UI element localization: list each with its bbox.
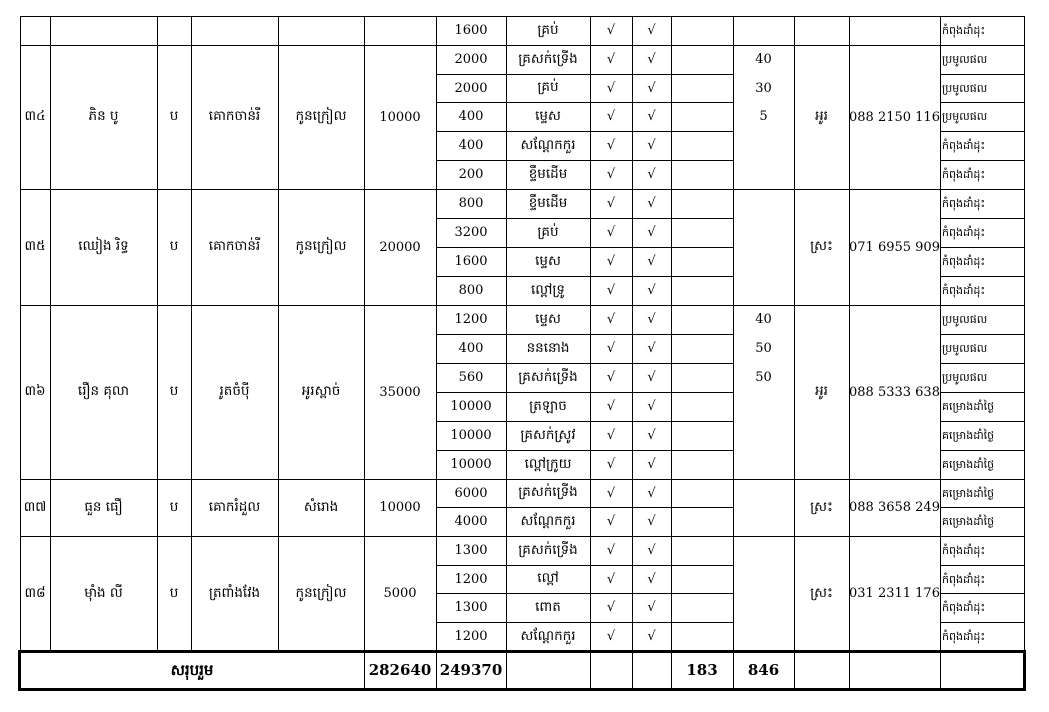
value-cell: [671, 276, 733, 305]
quantity-cell: 1200: [454, 571, 488, 587]
check-cell: √: [647, 399, 656, 414]
check-cell: √: [606, 399, 616, 414]
quantity-cell: 1300: [454, 543, 488, 558]
crop-cell: គ្រប់: [537, 21, 559, 38]
column-rule: [794, 651, 795, 690]
value-cell: [671, 45, 733, 74]
value-cell: [671, 74, 733, 102]
quantity-cell: 3200: [454, 225, 488, 240]
yield-cell: [733, 160, 794, 189]
check-cell: √: [647, 543, 656, 558]
value-cell: [671, 565, 733, 593]
area-cell: 5000: [383, 586, 417, 601]
crop-cell: គ្រសក់ទ្រើង: [518, 484, 578, 501]
status-cell: កំពុងដាំដុះ: [942, 572, 986, 586]
crop-cell: គ្រប់: [537, 223, 559, 240]
crop-cell: គ្រប់: [537, 79, 559, 96]
value-cell: [671, 305, 733, 334]
quantity-cell: 1600: [454, 23, 488, 38]
yield-cell: 50: [755, 341, 772, 356]
check-cell: √: [606, 571, 616, 587]
crop-cell: ល្ពៅទ្រូ: [530, 281, 565, 298]
check-cell: √: [647, 312, 656, 327]
value-cell: [671, 392, 733, 421]
total-area: 282640: [368, 661, 432, 679]
crop-cell: ល្ពៅ: [537, 570, 559, 587]
yield-cell: 40: [755, 52, 772, 67]
quantity-cell: 1200: [454, 312, 488, 327]
value-cell: [671, 160, 733, 189]
sex-cell: ប: [169, 108, 179, 125]
check-cell: √: [606, 167, 616, 182]
yield-cell: [733, 450, 794, 479]
quantity-cell: 2000: [454, 52, 488, 67]
status-cell: កំពុងដាំដុះ: [942, 284, 986, 297]
quantity-cell: 400: [458, 138, 484, 153]
quantity-cell: 1300: [454, 600, 488, 615]
check-cell: √: [606, 600, 616, 615]
yield-cell: 5: [759, 109, 768, 124]
commune-cell: កូនក្រៀល: [295, 584, 347, 601]
sex-cell: ប: [169, 238, 179, 255]
check-cell: √: [606, 283, 616, 298]
crop-cell: ខ្ទឹមដើម: [528, 165, 568, 182]
quantity-cell: 560: [458, 370, 484, 385]
status-cell: គម្រោងដាំថៃ្ង: [942, 400, 995, 413]
value-cell: [671, 131, 733, 160]
crop-cell: សណ្តែកកួរ: [520, 627, 576, 644]
total-yield: 846: [747, 661, 780, 679]
check-cell: √: [647, 571, 656, 587]
yield-cell: 40: [755, 312, 772, 327]
check-cell: √: [606, 196, 616, 211]
water-source-cell: អូរ: [815, 383, 828, 400]
status-cell: គម្រោងដាំថៃ្ង: [942, 458, 995, 471]
column-rule: [940, 651, 941, 690]
check-cell: √: [647, 167, 656, 182]
value-cell: [671, 507, 733, 536]
check-cell: √: [606, 312, 616, 327]
value-cell: [671, 421, 733, 450]
area-cell: 10000: [379, 500, 421, 515]
water-source-cell: ស្រះ: [810, 498, 833, 515]
yield-cell: [733, 276, 794, 305]
yield-cell: [733, 247, 794, 276]
crop-cell: ពោត: [535, 598, 561, 615]
status-cell: កំពុងដាំដុះ: [942, 197, 986, 210]
status-cell: ប្រមូលផល: [942, 81, 988, 95]
status-cell: គម្រោងដាំថៃ្ង: [942, 515, 995, 528]
crop-cell: នននោង: [526, 339, 570, 356]
value-cell: [671, 189, 733, 218]
phone-cell: 071 6955 909: [849, 239, 940, 255]
crop-cell: ម្ទេស: [535, 310, 561, 327]
check-cell: √: [647, 52, 656, 67]
farmer-name: ឈៀង រិទ្ធ: [78, 238, 129, 255]
value-cell: [671, 363, 733, 392]
quantity-cell: 2000: [454, 80, 488, 96]
village-cell: គោកចាន់រី: [208, 238, 261, 255]
crop-cell: គ្រសក់ទ្រើង: [518, 50, 578, 67]
yield-cell: [733, 622, 794, 651]
crop-cell: ត្រឡាច: [529, 397, 567, 414]
column-rule: [849, 651, 850, 690]
value-cell: [671, 247, 733, 276]
status-cell: កំពុងដាំដុះ: [942, 139, 986, 152]
check-cell: √: [606, 514, 616, 529]
check-cell: √: [606, 225, 616, 240]
check-cell: √: [647, 283, 656, 298]
check-cell: √: [647, 457, 656, 472]
yield-cell: [733, 16, 794, 45]
value-cell: [671, 536, 733, 565]
phone-cell: 088 2150 116: [849, 109, 940, 125]
status-cell: កំពុងដាំដុះ: [942, 255, 986, 268]
quantity-cell: 10000: [450, 399, 492, 414]
check-cell: √: [647, 225, 656, 240]
check-cell: √: [606, 80, 616, 96]
total-label: សរុបរួម: [170, 661, 214, 679]
yield-cell: [733, 392, 794, 421]
quantity-cell: 10000: [450, 428, 492, 443]
check-cell: √: [647, 600, 656, 615]
quantity-cell: 6000: [454, 485, 488, 501]
check-cell: √: [606, 485, 616, 501]
crop-cell: គ្រសក់ទ្រើង: [518, 368, 578, 385]
value-cell: [671, 334, 733, 363]
column-rule: [632, 651, 633, 690]
yield-cell: [733, 565, 794, 593]
value-cell: [671, 622, 733, 651]
status-cell: កំពុងដាំដុះ: [942, 544, 986, 557]
phone-cell: 088 5333 638: [849, 384, 940, 400]
yield-cell: [733, 218, 794, 247]
sex-cell: ប: [169, 584, 179, 601]
status-cell: ប្រមូលផល: [942, 371, 988, 384]
crop-cell: សណ្តែកកួរ: [520, 136, 576, 153]
quantity-cell: 800: [458, 196, 484, 211]
check-cell: √: [647, 196, 656, 211]
check-cell: √: [606, 138, 616, 153]
yield-cell: [733, 536, 794, 565]
status-cell: គម្រោងដាំថៃ្ង: [942, 429, 995, 442]
status-cell: កំពុងដាំដុះ: [942, 168, 986, 181]
phone-cell: 088 3658 249: [849, 500, 940, 515]
total-value: 183: [686, 661, 718, 679]
value-cell: [671, 102, 733, 131]
crop-cell: ម្ទេស: [535, 107, 561, 124]
check-cell: √: [606, 23, 616, 38]
farmer-name: ភិន បូ: [88, 108, 119, 125]
crop-cell: ខ្ទឹមដើម: [528, 194, 568, 211]
check-cell: √: [647, 428, 656, 443]
quantity-cell: 400: [458, 341, 484, 356]
check-cell: √: [606, 629, 616, 644]
check-cell: √: [647, 485, 656, 501]
value-cell: [671, 450, 733, 479]
crop-cell: ល្ពៅក្រូយ: [524, 455, 572, 472]
value-cell: [671, 218, 733, 247]
check-cell: √: [606, 428, 616, 443]
quantity-cell: 4000: [454, 514, 488, 529]
village-cell: រូតចំប៉ី: [219, 383, 250, 400]
total-border: [1023, 650, 1026, 691]
yield-cell: 30: [755, 80, 772, 96]
row-number: ៣៨: [24, 584, 46, 601]
area-cell: 20000: [379, 239, 421, 255]
check-cell: √: [647, 80, 656, 96]
crop-cell: គ្រសក់ទ្រើង: [518, 541, 578, 558]
yield-cell: [733, 479, 794, 507]
crop-cell: គ្រសក់ស្រូវ: [520, 426, 576, 443]
village-cell: គោករំដួល: [208, 498, 261, 515]
value-cell: [671, 16, 733, 45]
status-cell: ប្រមូលផល: [942, 313, 988, 326]
quantity-cell: 800: [458, 283, 484, 298]
commune-cell: អូរស្ពាច់: [301, 383, 341, 400]
value-cell: [671, 593, 733, 622]
row-number: ៣៤: [24, 108, 46, 125]
check-cell: √: [647, 629, 656, 644]
quantity-cell: 1200: [454, 629, 488, 644]
value-cell: [671, 479, 733, 507]
check-cell: √: [647, 109, 656, 124]
commune-cell: កូនក្រៀល: [295, 238, 347, 255]
check-cell: √: [606, 254, 616, 269]
crop-cell: សណ្តែកកួរ: [520, 512, 576, 529]
farmer-name: រឿន គុលា: [77, 383, 130, 400]
farmer-name: ធួន ធឿ: [84, 498, 123, 515]
column-rule: [590, 651, 591, 690]
column-rule: [506, 651, 507, 690]
status-cell: កំពុងដាំដុះ: [942, 24, 986, 37]
status-cell: ប្រមូលផល: [942, 110, 988, 123]
quantity-cell: 1600: [454, 254, 488, 269]
check-cell: √: [647, 514, 656, 529]
yield-cell: [733, 421, 794, 450]
check-cell: √: [606, 341, 616, 356]
check-cell: √: [606, 109, 616, 124]
yield-cell: [733, 507, 794, 536]
total-quantity: 249370: [439, 661, 503, 679]
status-cell: គម្រោងដាំថៃ្ង: [942, 486, 995, 500]
data-table: [20, 16, 1024, 690]
status-cell: កំពុងដាំដុះ: [942, 630, 986, 643]
area-cell: 35000: [379, 384, 421, 400]
crop-cell: ម្ទេស: [535, 252, 561, 269]
quantity-cell: 10000: [450, 457, 492, 472]
sex-cell: ប: [169, 383, 179, 400]
yield-cell: [733, 593, 794, 622]
water-source-cell: ស្រះ: [810, 238, 833, 255]
farmer-name: ម៉ាំង លី: [84, 584, 123, 601]
check-cell: √: [647, 254, 656, 269]
row-number: ៣៧: [23, 498, 47, 515]
row-number: ៣៥: [24, 238, 46, 255]
status-cell: កំពុងដាំដុះ: [942, 226, 986, 239]
area-cell: 10000: [379, 109, 421, 125]
check-cell: √: [647, 370, 656, 385]
check-cell: √: [606, 457, 616, 472]
sex-cell: ប: [169, 498, 179, 515]
quantity-cell: 200: [458, 167, 484, 182]
check-cell: √: [606, 52, 616, 67]
village-cell: ត្រពាំងវែង: [208, 584, 261, 601]
commune-cell: កូនក្រៀល: [295, 108, 347, 125]
status-cell: កំពុងដាំដុះ: [942, 601, 986, 614]
check-cell: √: [647, 23, 656, 38]
phone-cell: 031 2311 176: [849, 586, 940, 601]
check-cell: √: [647, 138, 656, 153]
check-cell: √: [606, 370, 616, 385]
village-cell: គោកចាន់រី: [208, 108, 261, 125]
yield-cell: [733, 131, 794, 160]
yield-cell: 50: [755, 370, 772, 385]
yield-cell: [733, 189, 794, 218]
row-number: ៣៦: [24, 383, 46, 400]
status-cell: ប្រមូលផល: [942, 53, 988, 66]
check-cell: √: [647, 341, 656, 356]
check-cell: √: [606, 543, 616, 558]
quantity-cell: 400: [458, 109, 484, 124]
commune-cell: សំរោង: [303, 498, 339, 515]
water-source-cell: ស្រះ: [810, 584, 833, 601]
water-source-cell: អូរ: [815, 108, 828, 125]
status-cell: ប្រមូលផល: [942, 342, 988, 355]
